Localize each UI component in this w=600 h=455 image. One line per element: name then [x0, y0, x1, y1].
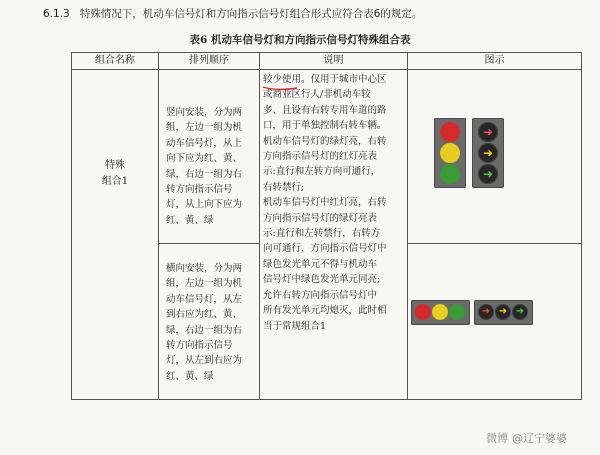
group-name: 特殊 组合1 — [101, 160, 129, 187]
row-divider-order — [158, 243, 260, 244]
red-lamp — [415, 304, 431, 320]
red-underline-mark — [262, 85, 298, 91]
row-divider-figure — [407, 243, 581, 244]
watermark — [486, 430, 567, 446]
col-divider-1 — [158, 53, 159, 399]
watermark-handle: @辽宁婆婆 — [512, 432, 567, 445]
right-arrow-icon: ➜ — [478, 143, 498, 163]
order-horizontal: 横向安装，分为两 组，左边一组为机 动车信号灯，从左 到右应为红、黄、 绿，右边一组为右 转方向指示信号 灯，从左到右应为 红、黄、绿 — [166, 263, 243, 382]
right-arrow-icon: ➜ — [512, 304, 528, 320]
header-figure: 图示 — [484, 55, 505, 66]
horizontal-vehicle-signal — [411, 300, 470, 325]
yellow-lamp — [432, 304, 448, 320]
vertical-vehicle-signal — [434, 118, 466, 188]
clause-number: 6.1.3 — [43, 8, 70, 20]
weibo-logo-icon: 微博 — [486, 432, 508, 445]
right-arrow-icon: ➜ — [478, 122, 498, 142]
right-arrow-icon: ➜ — [478, 164, 498, 184]
right-arrow-icon: ➜ — [478, 304, 494, 320]
red-lamp — [440, 122, 460, 142]
right-arrow-icon: ➜ — [495, 304, 511, 320]
col-divider-2 — [259, 53, 260, 399]
vertical-arrow-signal — [472, 118, 504, 188]
header-order: 排列顺序 — [189, 55, 229, 66]
yellow-lamp — [440, 143, 460, 163]
header-divider — [72, 69, 581, 70]
green-lamp — [449, 304, 465, 320]
header-name: 组合名称 — [95, 55, 135, 66]
description: 较少使用。仅用于城市中心区 或商业区行人/非机动车较 多、且设有右转专用车道的路 口，用于单独控制右转车辆。 机动车信号灯的绿灯亮，右转 方向指示信号灯的红灯亮表 示:直行和左转方向可通行， 右转禁行; 机动车信号灯中红灯亮，右转 方向指示信号灯的绿灯亮表 示:直行和左转禁行，右转方 向可通行，方向指示信号灯中 绿色发光单元不得与机动车 信号灯中绿色发光单元同亮; 允许右转方向指示信号灯中 所有发光单元均熄灭，此时相 当于常规组合1 — [263, 74, 387, 332]
order-vertical: 竖向安装，分为两 组，左边一组为机 动车信号灯，从上 向下应为红、黄、 绿，右边一组为右 转方向指示信号 灯，从上向下应为 红、黄、绿 — [166, 107, 243, 226]
green-lamp — [440, 164, 460, 184]
horizontal-arrow-signal — [474, 300, 533, 325]
combination-table — [71, 52, 582, 400]
table-title: 表6 机动车信号灯和方向指示信号灯特殊组合表 — [189, 34, 411, 46]
clause-text: 特殊情况下，机动车信号灯和方向指示信号灯组合形式应符合表6的规定。 — [79, 8, 423, 20]
clause-line — [43, 6, 583, 22]
header-desc: 说明 — [323, 55, 344, 66]
